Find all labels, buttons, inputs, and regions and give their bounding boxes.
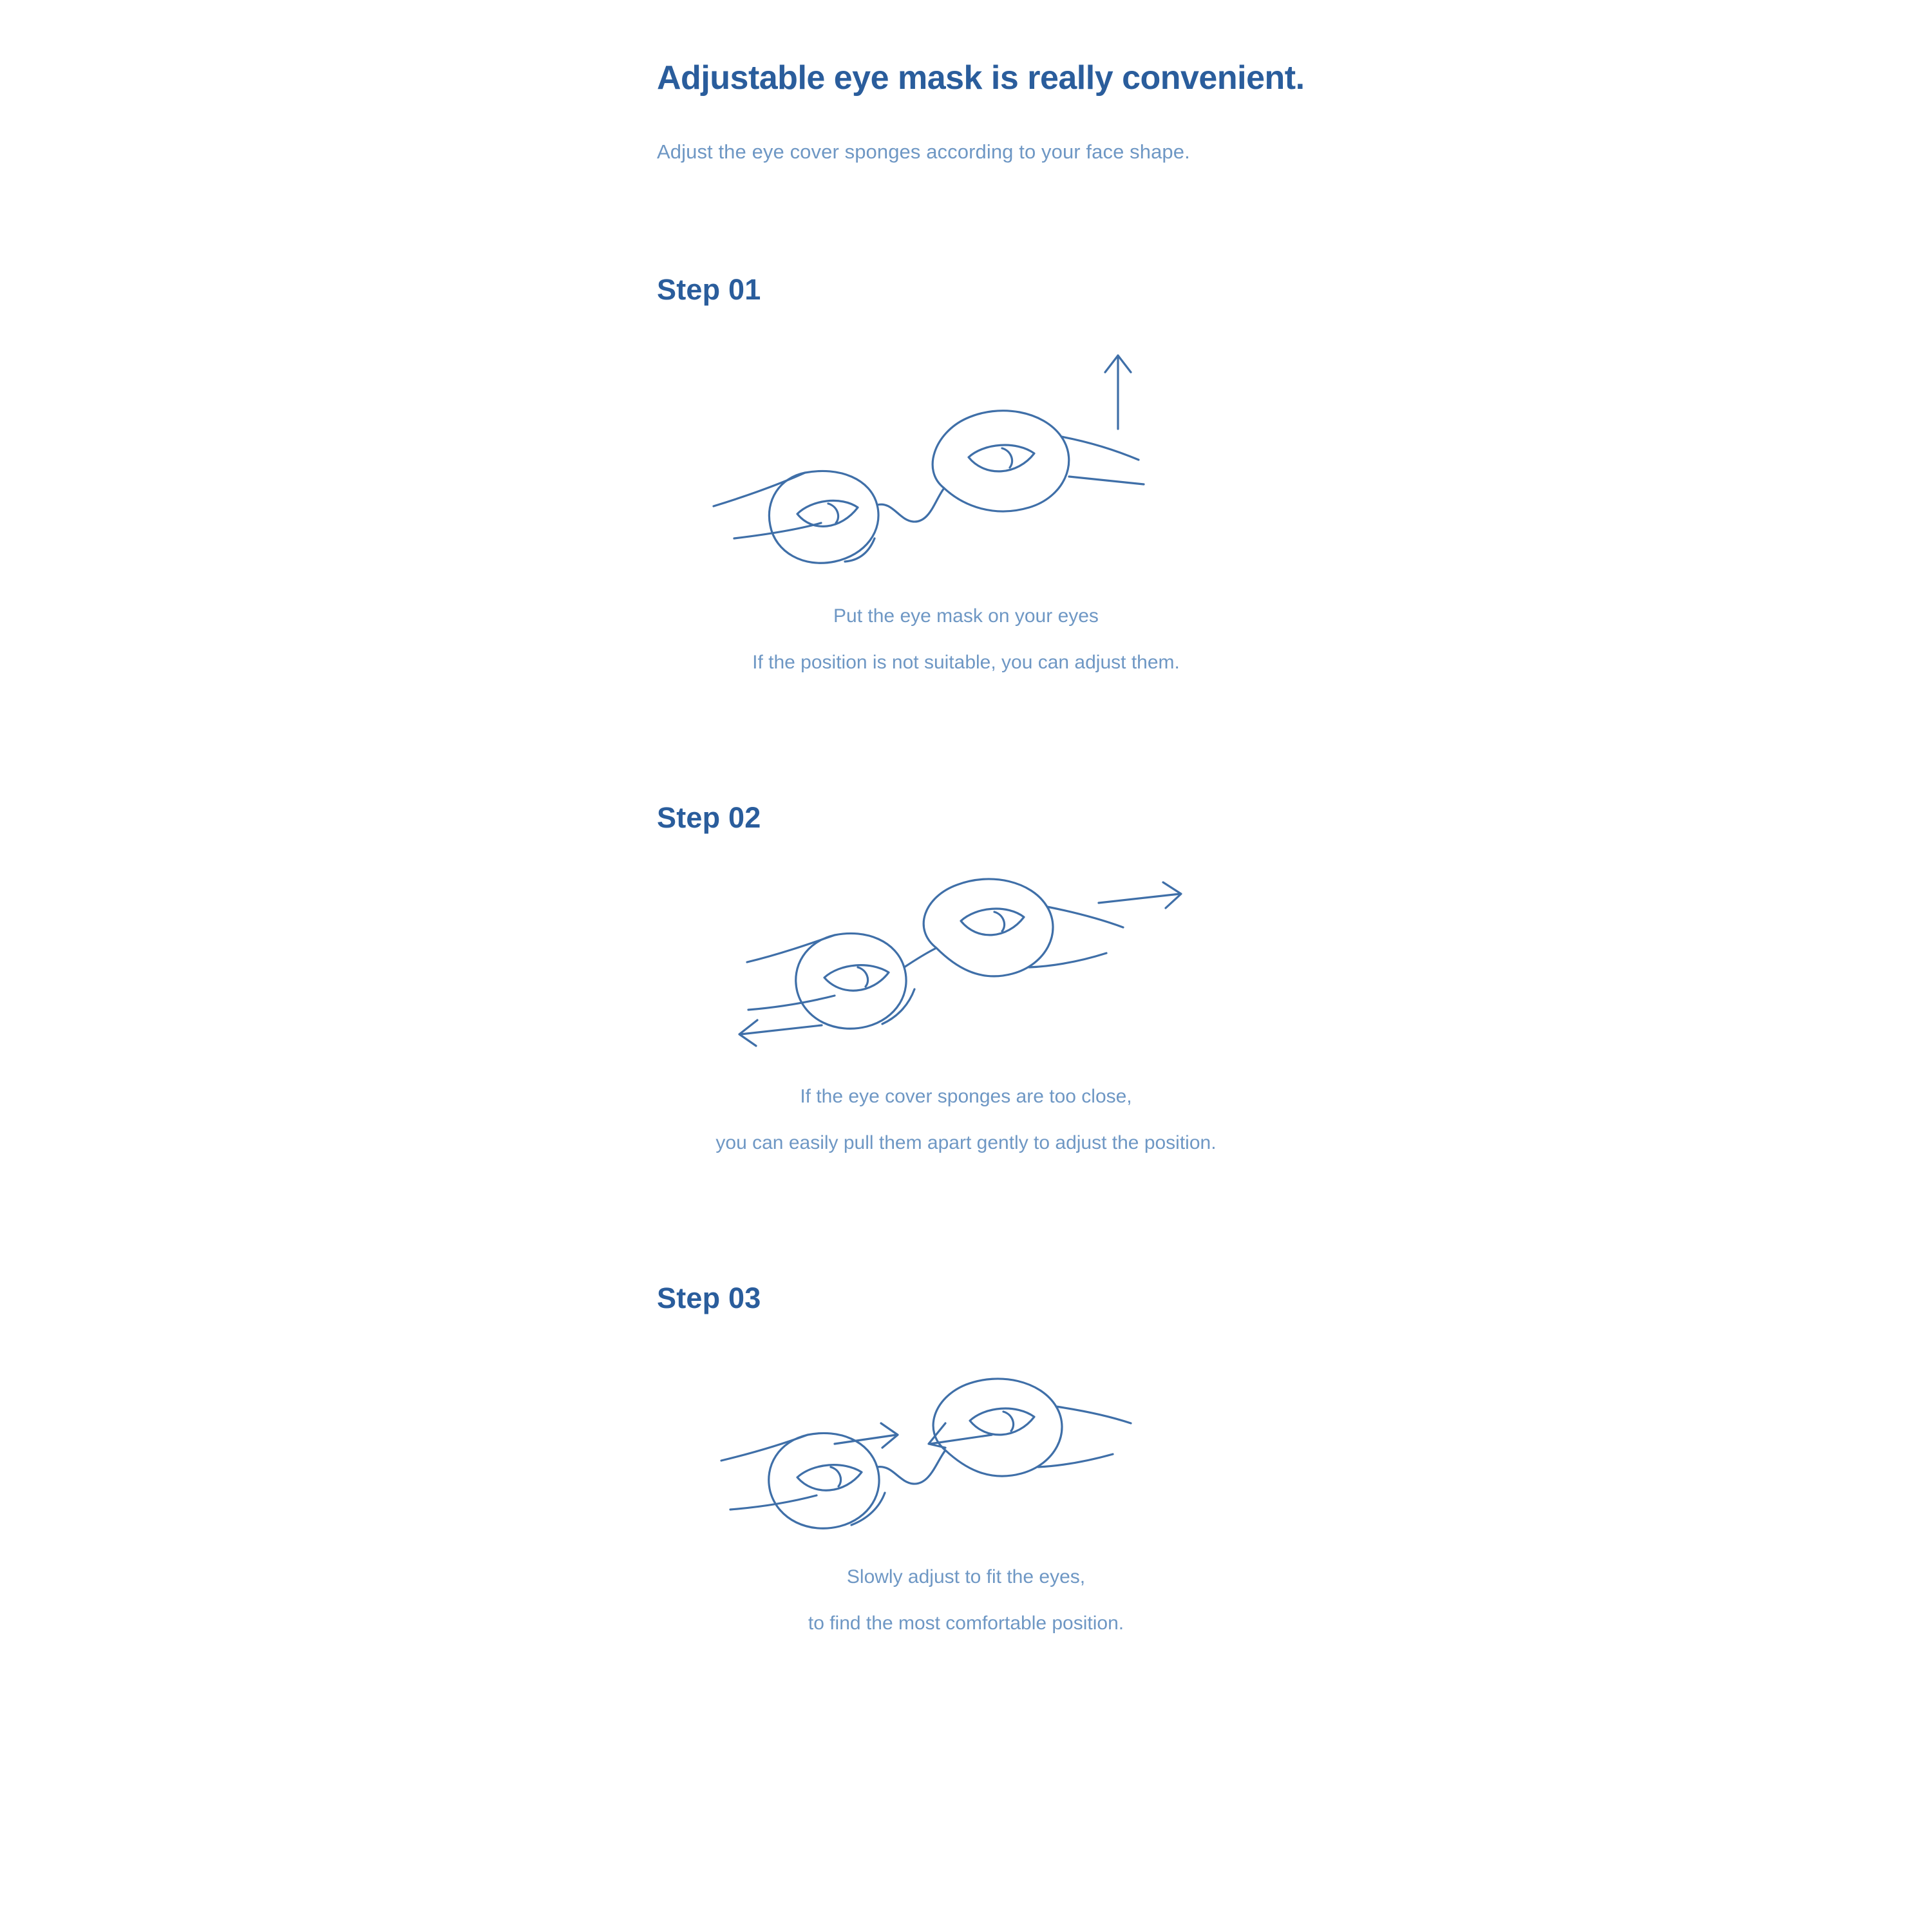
- step-section-02: [0, 801, 1932, 1153]
- step-03-caption-line-1: Slowly adjust to fit the eyes,: [846, 1566, 1086, 1588]
- step-02-label: Step 02: [657, 801, 761, 835]
- page-title: Adjustable eye mask is really convenient.: [657, 59, 1305, 97]
- step-02-figure-wrap: [0, 841, 1932, 1054]
- eye-mask-pull-apart-icon: [708, 841, 1224, 1054]
- step-03-caption: [0, 1567, 1932, 1633]
- eye-mask-raise-right-cup-icon: [708, 313, 1224, 583]
- document-header: [0, 0, 1932, 164]
- step-01-caption-line-1: Put the eye mask on your eyes: [833, 605, 1099, 627]
- step-01-label: Step 01: [657, 273, 761, 307]
- step-02-caption: [0, 1087, 1932, 1153]
- step-01-caption: [0, 607, 1932, 672]
- step-03-caption-line-2: to find the most comfortable position.: [808, 1613, 1124, 1634]
- step-01-figure-wrap: [0, 313, 1932, 583]
- page-subtitle: Adjust the eye cover sponges according to your face shape.: [657, 140, 1190, 164]
- step-03-label: Step 03: [657, 1282, 761, 1315]
- eye-mask-push-together-icon: [708, 1321, 1224, 1534]
- step-section-03: [0, 1282, 1932, 1633]
- step-02-caption-line-2: you can easily pull them apart gently to adjust the position.: [715, 1132, 1217, 1154]
- step-03-figure-wrap: [0, 1321, 1932, 1534]
- step-01-caption-line-2: If the position is not suitable, you can adjust them.: [752, 652, 1180, 674]
- step-02-caption-line-1: If the eye cover sponges are too close,: [800, 1086, 1132, 1108]
- step-section-01: [0, 273, 1932, 672]
